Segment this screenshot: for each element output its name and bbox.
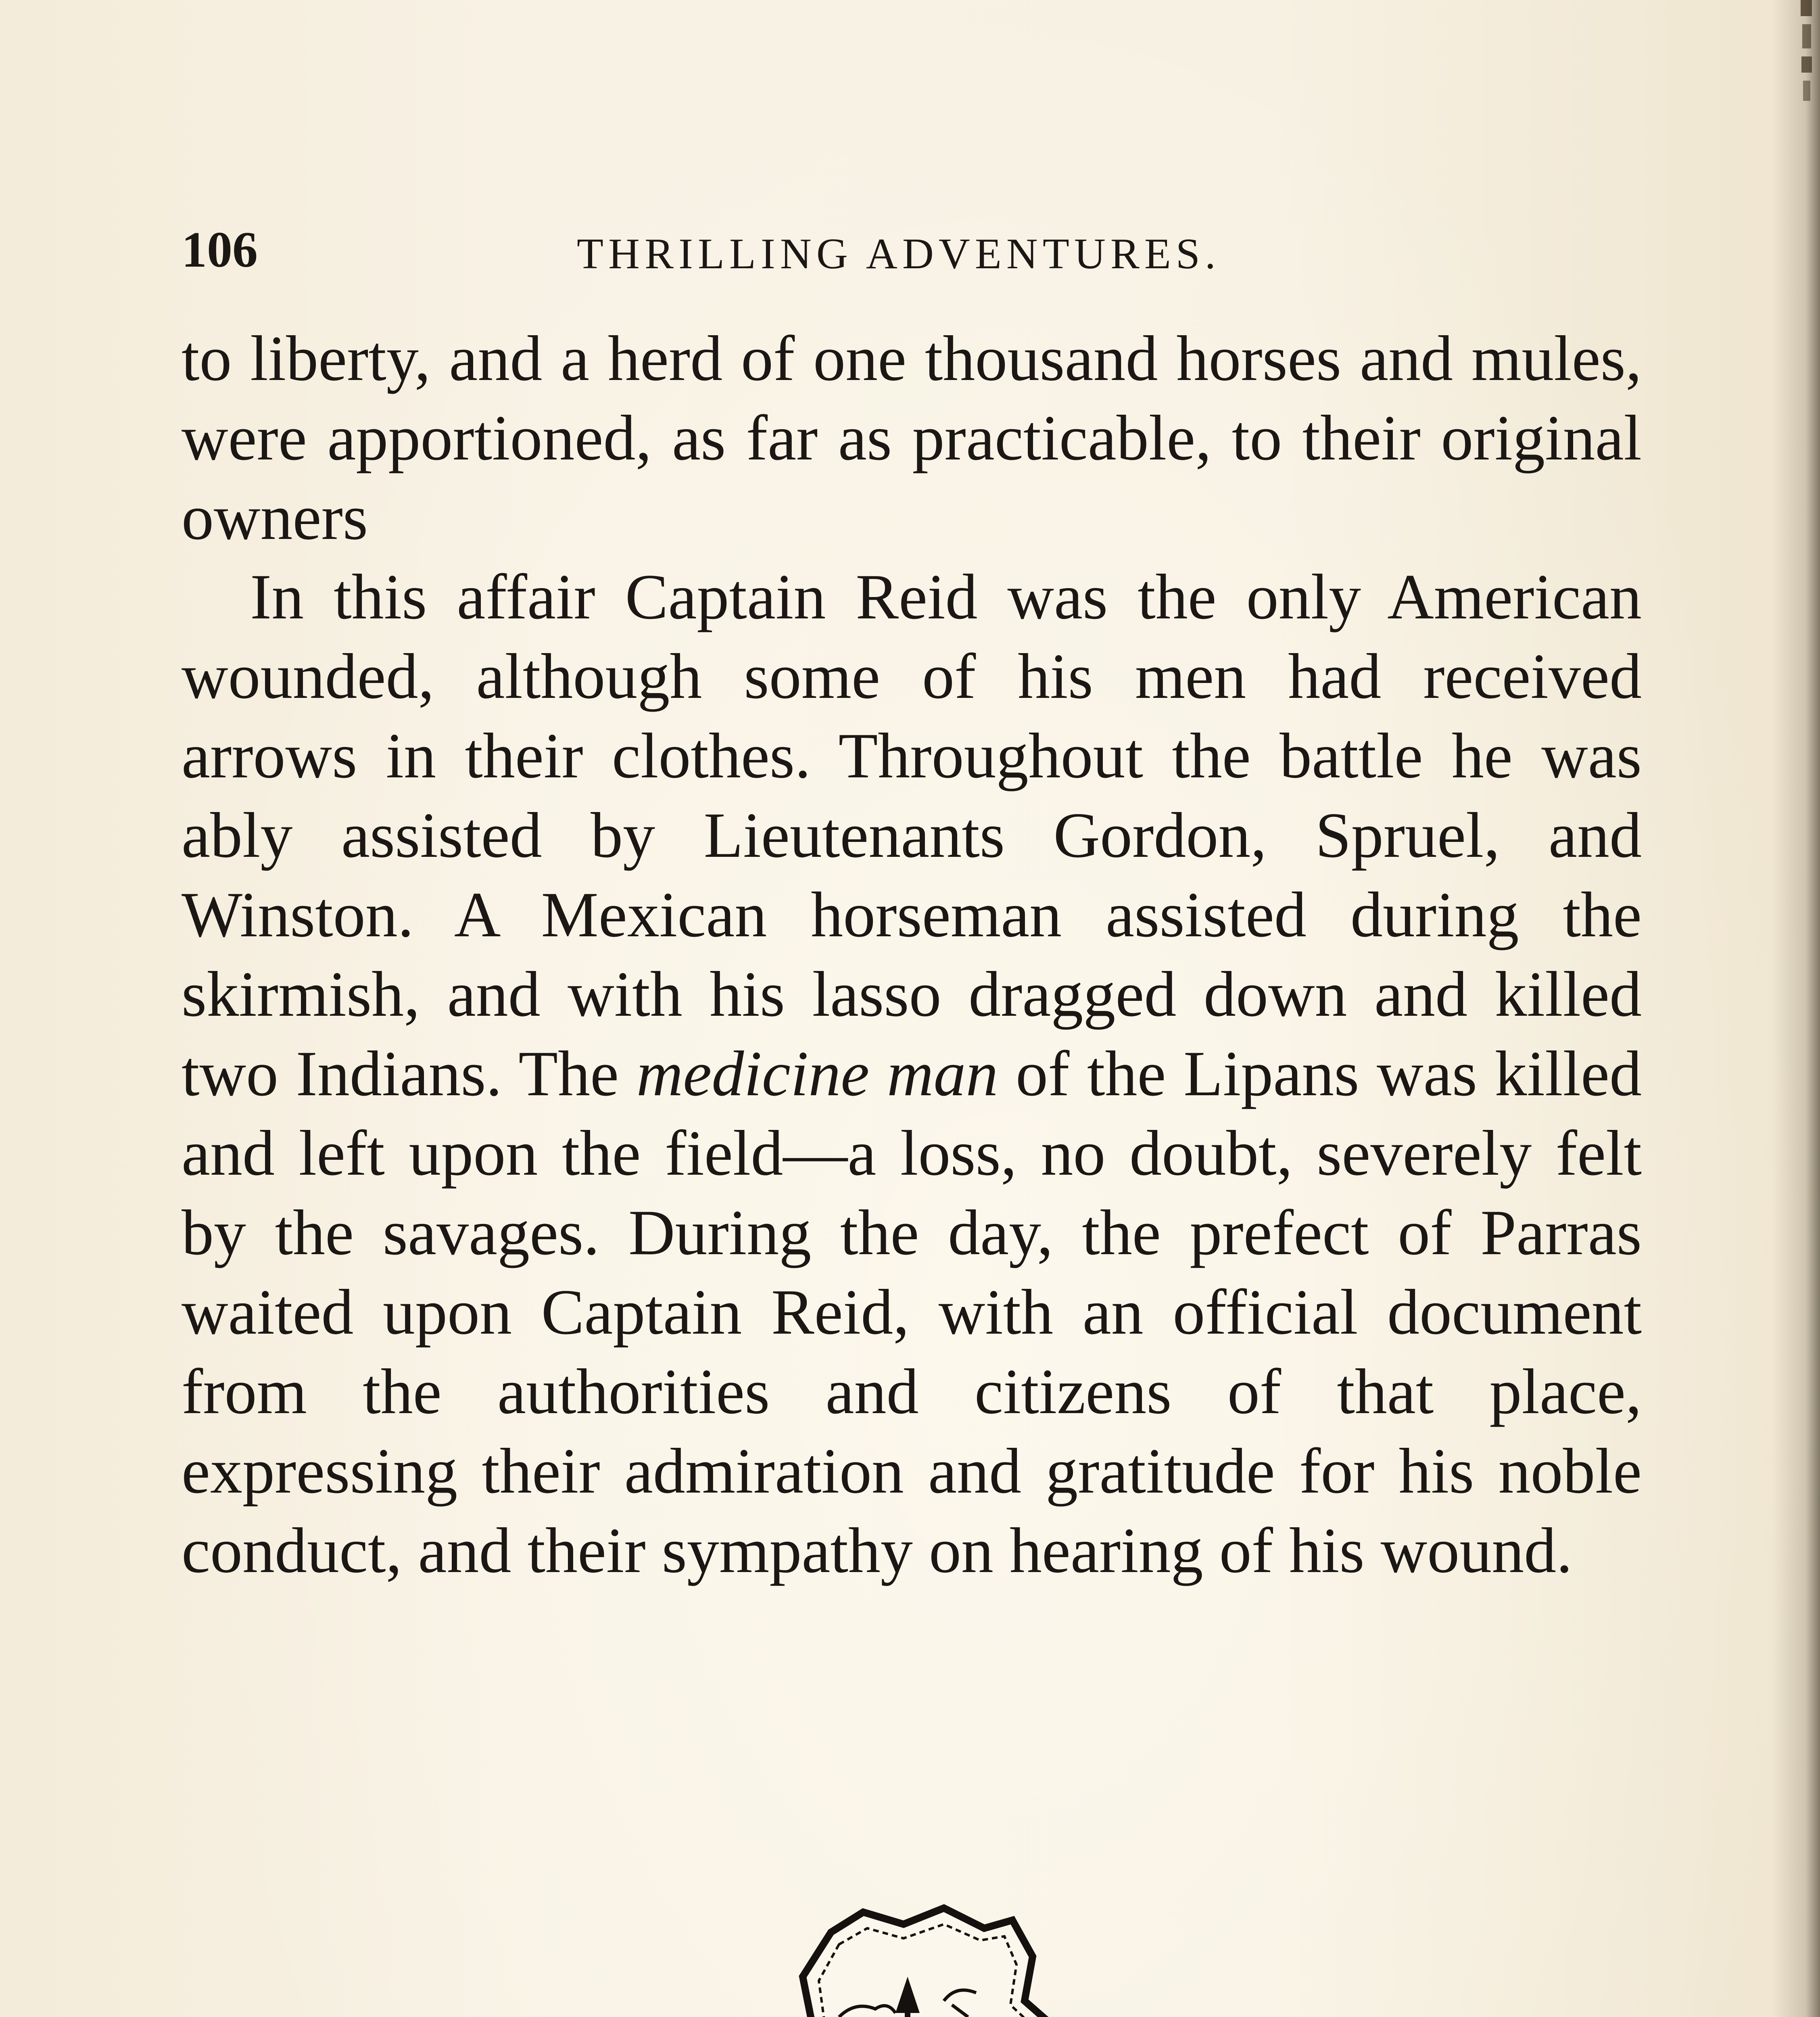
italic-phrase: medicine man	[636, 1038, 998, 1109]
spine-shadow	[1772, 0, 1820, 2017]
page-header	[182, 218, 1642, 282]
paragraph-continued: to liberty, and a herd of one thousand horses and mules, were apportioned, as far as practicable, to their original owners	[182, 322, 1642, 553]
paragraph-text-part-2: of the Lipans was killed and left upon the field—a loss, no doubt, severely felt by the savages. During the day, the prefect of Parras waited upon Captain Reid, with an official document from the authorities and citizens of that place, expressing their admiration and gratitude for his noble conduct, and their sympathy on hearing of his wound.	[182, 1038, 1642, 1586]
paragraph-captain-reid	[182, 557, 1642, 1590]
running-title: THRILLING ADVENTURES.	[577, 230, 1221, 278]
body-text	[182, 319, 1642, 1590]
page-number: 106	[182, 222, 258, 278]
medicine-shield-engraving-icon	[637, 1896, 1178, 2017]
paragraph-text-part-1: In this affair Captain Reid was the only American wounded, although some of his men had received arrows in their clothes. Throughout the battle he was ably assisted by Lieutenants Gordon, Spruel, and Winston. A Mexican horseman assisted during the skirmish, and with his lasso dragged down and killed two Indians. The	[182, 561, 1642, 1109]
binding-edge-marks	[1799, 0, 1815, 105]
